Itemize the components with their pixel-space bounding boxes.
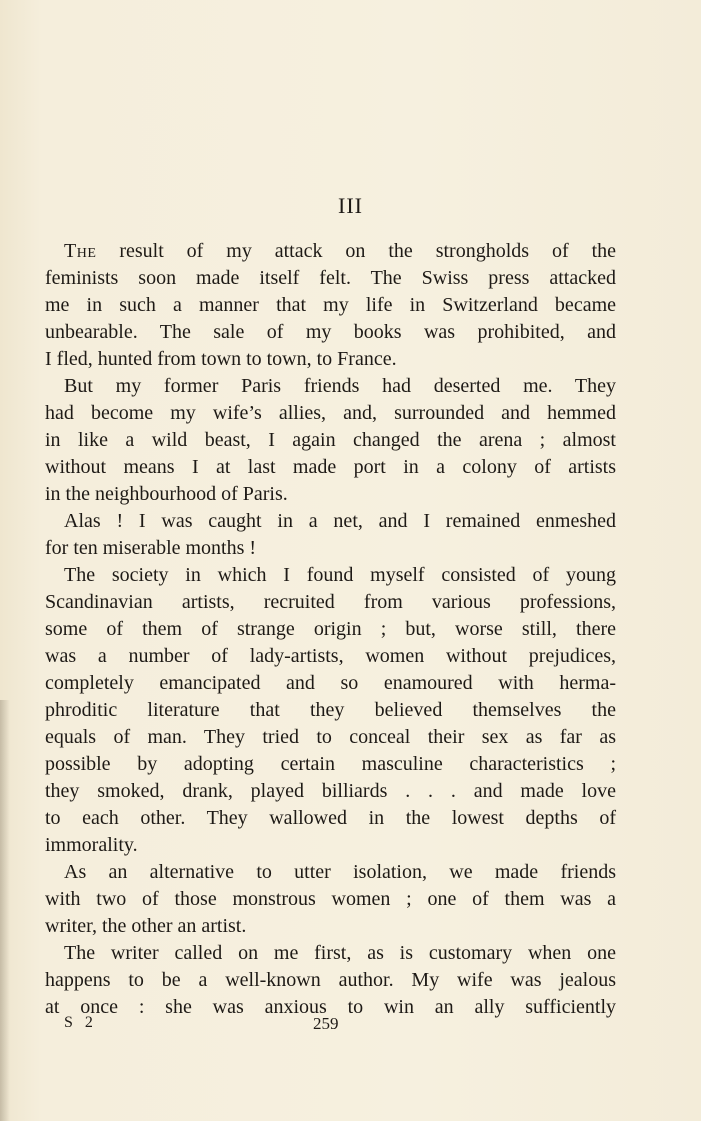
- text-line: feminists soon made itself felt. The Swiss press attacked: [45, 267, 616, 289]
- paragraph-lead-word: The: [64, 240, 97, 262]
- paragraph: [45, 562, 616, 859]
- text-line: The result of my attack on the strongholds of the: [64, 240, 616, 262]
- text-line: unbearable. The sale of my books was prohibited, and: [45, 321, 616, 343]
- text-line: As an alternative to utter isolation, we made friends: [64, 861, 616, 883]
- text-line: happens to be a well-known author. My wife was jealous: [45, 969, 616, 991]
- page-number: 259: [313, 1014, 339, 1033]
- text-line: was a number of lady-artists, women without prejudices,: [45, 645, 616, 667]
- signature-mark: S 2: [64, 1014, 97, 1031]
- page-footer: [0, 1014, 701, 1038]
- body-text: [45, 238, 616, 1021]
- text-line: But my former Paris friends had deserted me. They: [64, 375, 616, 397]
- text-line: some of them of strange origin ; but, worse still, there: [45, 618, 616, 640]
- text-line: me in such a manner that my life in Switzerland became: [45, 294, 616, 316]
- text-line: had become my wife’s allies, and, surrounded and hemmed: [45, 402, 616, 424]
- text-line: in the neighbourhood of Paris.: [45, 483, 288, 505]
- text-line: at once : she was anxious to win an ally sufficiently: [45, 996, 616, 1018]
- text-line: with two of those monstrous women ; one of them was a: [45, 888, 616, 910]
- text-line: immorality.: [45, 834, 138, 856]
- text-line: The writer called on me first, as is customary when one: [64, 942, 616, 964]
- text-line: Alas ! I was caught in a net, and I remained enmeshed: [64, 510, 616, 532]
- text-line: Scandinavian artists, recruited from various professions,: [45, 591, 616, 613]
- text-line: The society in which I found myself consisted of young: [64, 564, 616, 586]
- paragraph: [45, 238, 616, 373]
- text-line: I fled, hunted from town to town, to France.: [45, 348, 397, 370]
- paragraph: [45, 859, 616, 940]
- text-line: for ten miserable months !: [45, 537, 257, 559]
- text-line: in like a wild beast, I again changed the arena ; almost: [45, 429, 616, 451]
- text-line: equals of man. They tried to conceal their sex as far as: [45, 726, 616, 748]
- text-line: completely emancipated and so enamoured with herma-: [45, 672, 616, 694]
- text-line: without means I at last made port in a colony of artists: [45, 456, 616, 478]
- text-line: to each other. They wallowed in the lowest depths of: [45, 807, 616, 829]
- text-line: possible by adopting certain masculine characteristics ;: [45, 753, 616, 775]
- page-gutter-shadow: [0, 700, 10, 1121]
- chapter-number: III: [338, 193, 363, 218]
- paragraph: [45, 373, 616, 508]
- paragraph: [45, 940, 616, 1021]
- text-line: they smoked, drank, played billiards . . . and made love: [45, 780, 616, 802]
- paragraph: [45, 508, 616, 562]
- text-line: writer, the other an artist.: [45, 915, 247, 937]
- text-line: phroditic literature that they believed themselves the: [45, 699, 616, 721]
